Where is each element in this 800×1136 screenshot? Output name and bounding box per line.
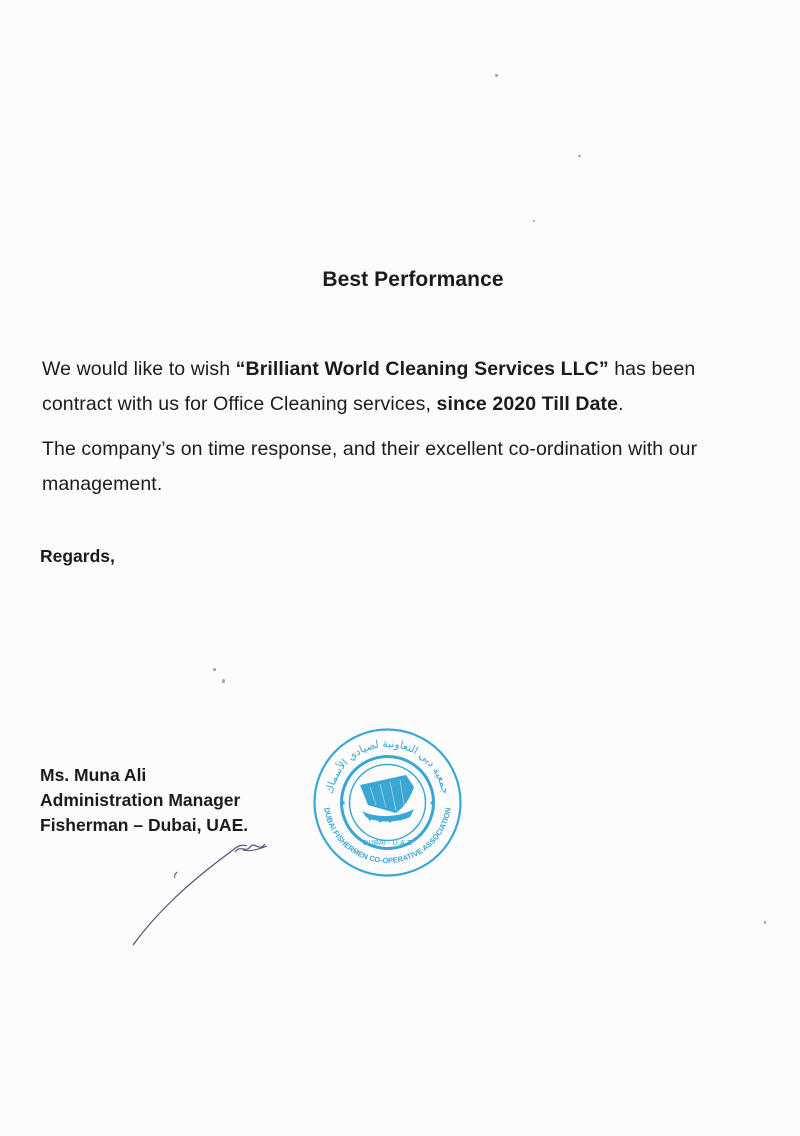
scan-speck — [222, 679, 225, 683]
signatory-name: Ms. Muna Ali — [40, 765, 147, 785]
scan-speck — [764, 921, 766, 924]
scan-speck — [213, 668, 216, 671]
scan-speck — [578, 155, 581, 157]
star-icon: ★ — [340, 799, 347, 807]
contract-period: since 2020 Till Date — [436, 393, 619, 415]
star-icon: ★ — [429, 799, 436, 807]
letter-paragraph-2: The company’s on time response, and their excellent co-ordination with our management. — [42, 438, 698, 495]
signatory-position: Administration Manager — [40, 790, 241, 810]
company-name: “Brilliant World Cleaning Services LLC” — [235, 358, 609, 380]
stamp-arabic-text: جمعية دبي التعاونية لصيادي الأسماك — [323, 737, 452, 796]
closing-regards: Regards, — [40, 546, 115, 566]
paragraph-1-intro: We would like to wish — [42, 358, 236, 380]
stamp-english-text: DUBAI FISHERMEN CO-OPERATIVE ASSOCIATION — [322, 806, 453, 866]
paragraph-1-middle: has been contract with us for Office Cleaning services, — [42, 358, 696, 415]
letter-title: Best Performance — [322, 268, 504, 291]
handwritten-signature — [125, 830, 270, 950]
dhow-boat-emblem — [360, 775, 414, 823]
scan-speck — [495, 74, 498, 77]
svg-text:DUBAI FISHERMEN CO-OPERATIVE A — [322, 807, 453, 865]
signatory-block — [40, 763, 248, 838]
paragraph-1-end: . — [618, 393, 624, 415]
signatory-organization: Fisherman – Dubai, UAE. — [40, 815, 249, 835]
company-stamp — [310, 725, 465, 880]
stamp-center-text: DUBAI - U.A.E — [362, 838, 413, 847]
scan-speck — [533, 220, 535, 222]
letter-paragraph-1 — [42, 352, 770, 422]
